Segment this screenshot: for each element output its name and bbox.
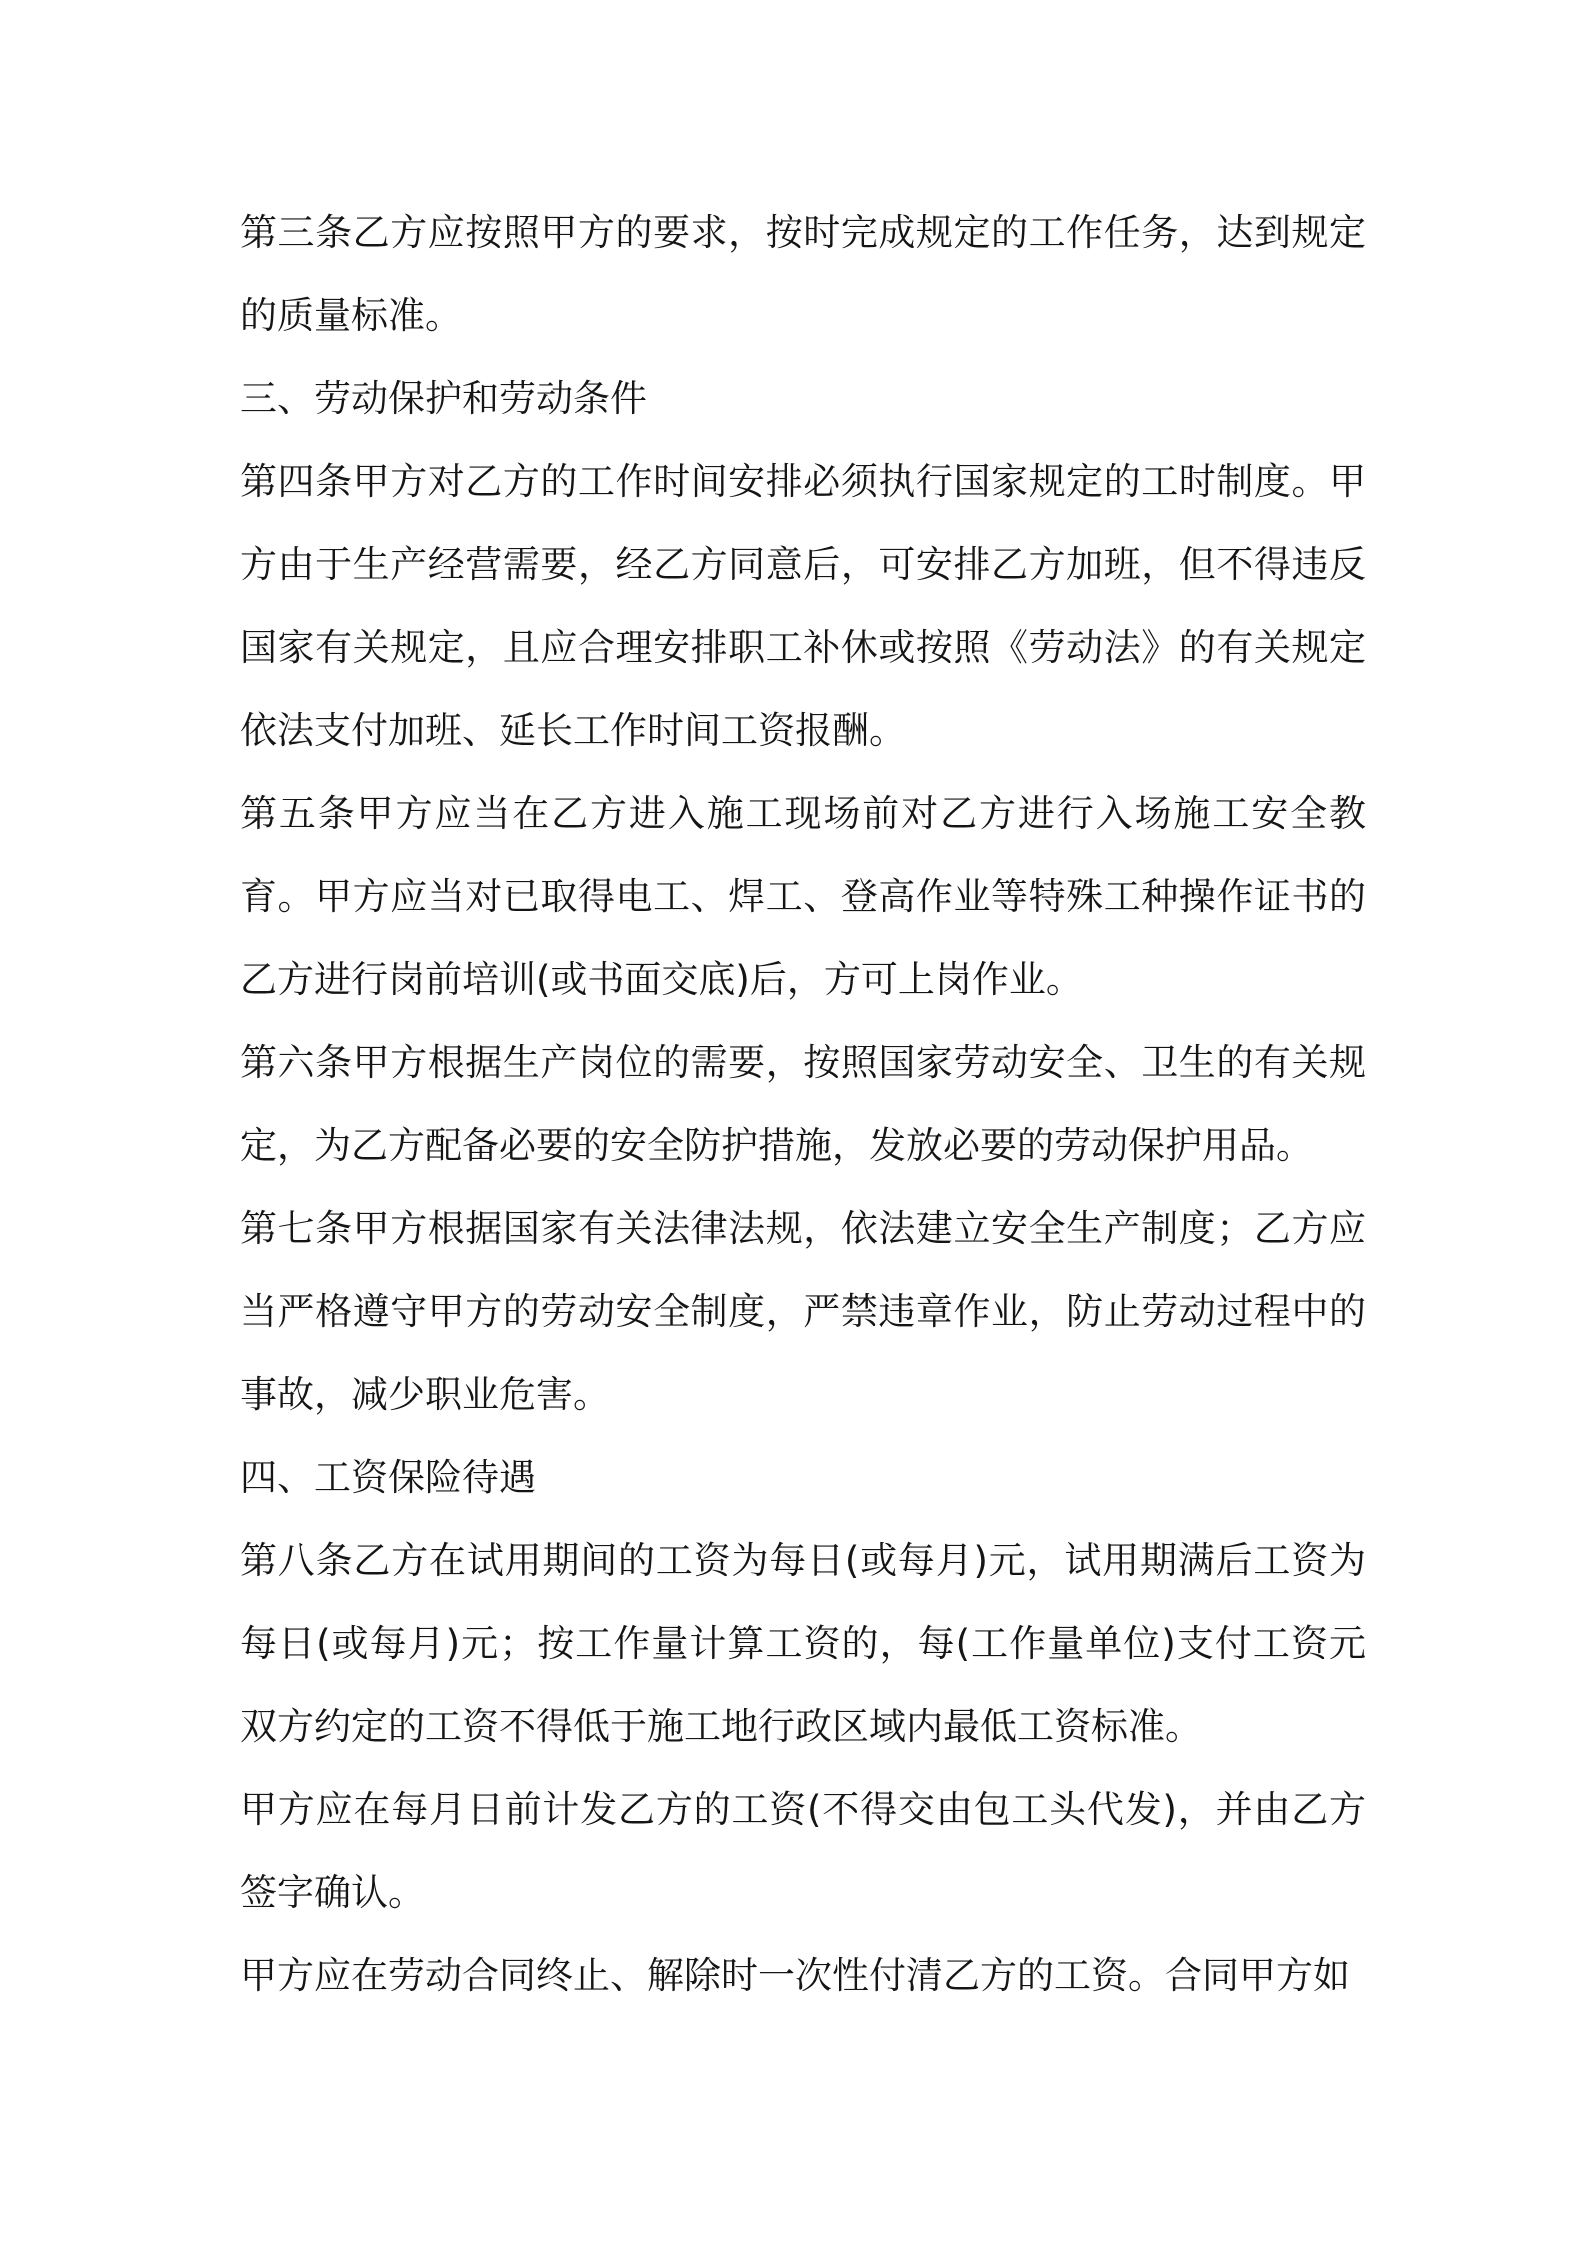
payment-date-paragraph: 甲方应在每月日前计发乙方的工资(不得交由包工头代发)，并由乙方签字确认。: [240, 1788, 1366, 1914]
article-3-paragraph: 第三条乙方应按照甲方的要求，按时完成规定的工作任务，达到规定的质量标准。: [240, 211, 1366, 337]
section-4-heading: 四、工资保险待遇: [240, 1456, 536, 1499]
article-8-paragraph: 第八条乙方在试用期间的工资为每日(或每月)元，试用期满后工资为每日(或每月)元；按工作量计算工资的，每(工作量单位)支付工资元双方约定的工资不得低于施工地行政区域内最低工资标准。: [240, 1539, 1366, 1748]
article-6-paragraph: 第六条甲方根据生产岗位的需要，按照国家劳动安全、卫生的有关规定，为乙方配备必要的安全防护措施，发放必要的劳动保护用品。: [240, 1041, 1366, 1167]
section-3-heading: 三、劳动保护和劳动条件: [240, 377, 647, 420]
article-7-paragraph: 第七条甲方根据国家有关法律法规，依法建立安全生产制度；乙方应当严格遵守甲方的劳动安全制度，严禁违章作业，防止劳动过程中的事故，减少职业危害。: [240, 1207, 1366, 1416]
article-4-paragraph: 第四条甲方对乙方的工作时间安排必须执行国家规定的工时制度。甲方由于生产经营需要，经乙方同意后，可安排乙方加班，但不得违反国家有关规定，且应合理安排职工补休或按照《劳动法》的有关规定依法支付加班、延长工作时间工资报酬。: [240, 460, 1366, 752]
article-5-paragraph: 第五条甲方应当在乙方进入施工现场前对乙方进行入场施工安全教育。甲方应当对已取得电工、焊工、登高作业等特殊工种操作证书的乙方进行岗前培训(或书面交底)后，方可上岗作业。: [240, 792, 1366, 1001]
payment-termination-paragraph: 甲方应在劳动合同终止、解除时一次性付清乙方的工资。合同甲方如: [240, 1954, 1350, 1997]
document-body: [240, 191, 1366, 2017]
